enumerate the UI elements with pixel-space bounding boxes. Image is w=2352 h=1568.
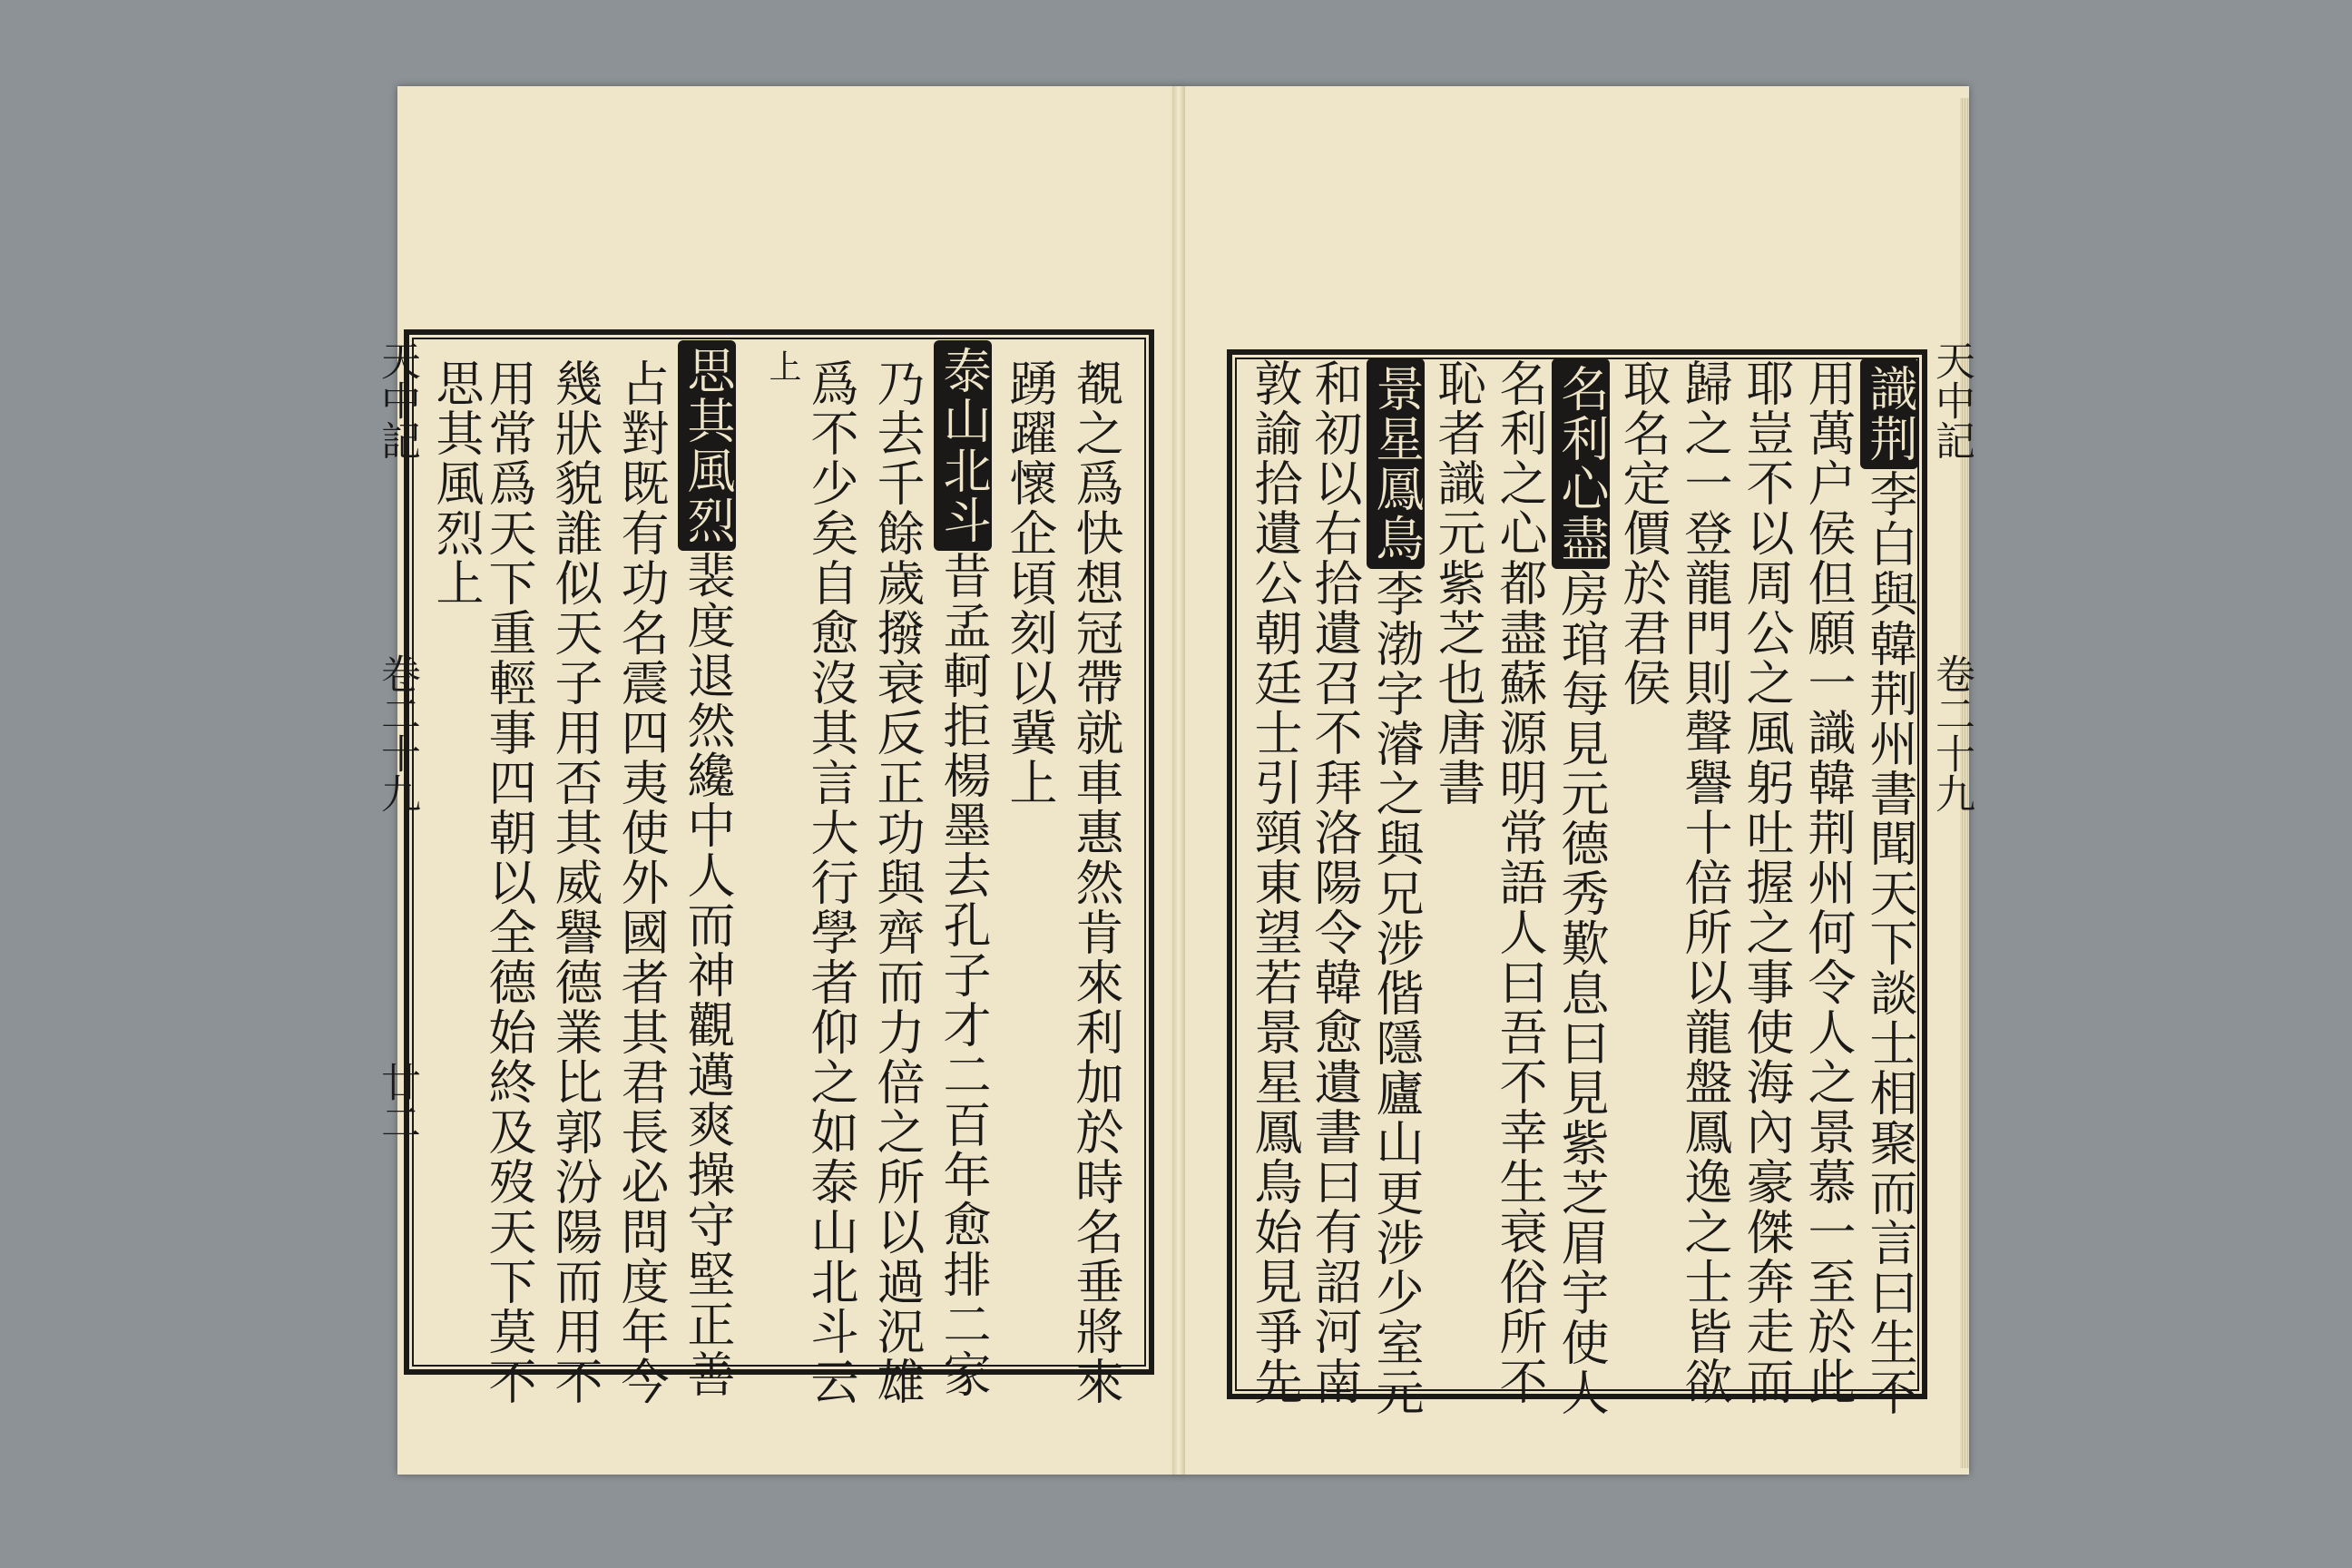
left-column-6-text: 上 bbox=[764, 349, 801, 384]
right-column-4 bbox=[1675, 358, 1733, 1406]
right-column-3 bbox=[1737, 358, 1795, 1406]
right-column-5 bbox=[1613, 358, 1671, 708]
book-gutter bbox=[1172, 86, 1185, 1475]
left-column-2-text: 踴躍懷企頃刻以冀上 bbox=[1002, 358, 1057, 808]
left-column-2 bbox=[1000, 358, 1058, 808]
left-column-4-text: 乃去千餘歲撥衰反正功與齊而力倍之所以過況雄 bbox=[869, 358, 925, 1406]
left-column-3-text: 昔孟軻拒楊墨去孔子才二百年愈排二家 bbox=[936, 551, 991, 1399]
right-margin-title: 天中記 bbox=[1928, 340, 1975, 460]
right-column-2 bbox=[1798, 358, 1857, 1406]
right-column-9-text: 李渤字濬之與兄涉偕隱廬山更涉少室元 bbox=[1368, 569, 1424, 1417]
left-column-3 bbox=[934, 340, 992, 1399]
left-column-10-text: 用常爲天下重輕事四朝以全德始終及歿天下莫不 bbox=[481, 358, 536, 1406]
left-column-5-text: 爲不少矣自愈沒其言大行學者仰之如泰山北斗云 bbox=[803, 358, 858, 1406]
right-column-9-heading: 景星鳳鳥 bbox=[1367, 358, 1425, 569]
left-column-11-text: 思其風烈上 bbox=[428, 358, 484, 608]
left-column-7-heading: 思其風烈 bbox=[678, 340, 736, 551]
right-column-1-heading: 識荆 bbox=[1860, 358, 1918, 469]
right-margin-volume: 卷二十九 bbox=[1928, 653, 1975, 813]
right-column-11 bbox=[1245, 358, 1303, 1406]
right-column-10-text: 和初以右拾遺召不拜洛陽令韓愈遺書曰有詔河南 bbox=[1307, 358, 1362, 1406]
right-column-7-text: 名利之心都盡蘇源明常語人曰吾不幸生衰俗所不 bbox=[1492, 358, 1547, 1406]
left-column-10 bbox=[479, 358, 537, 1406]
right-column-9 bbox=[1367, 358, 1425, 1417]
right-column-6 bbox=[1552, 358, 1610, 1417]
right-column-6-text: 房琯每見元德秀歎息曰見紫芝眉宇使人 bbox=[1553, 569, 1609, 1417]
left-margin-title: 天中記 bbox=[374, 340, 420, 460]
left-column-7-text: 裴度退然纔中人而神觀邁爽操守堅正善 bbox=[680, 551, 735, 1399]
left-column-5 bbox=[801, 358, 859, 1406]
right-column-8-text: 恥者識元紫芝也唐書 bbox=[1430, 358, 1485, 808]
right-column-11-text: 敦諭拾遺公朝廷士引頸東望若景星鳳鳥始見爭先 bbox=[1247, 358, 1302, 1406]
left-column-3-heading: 泰山北斗 bbox=[934, 340, 992, 551]
right-column-5-text: 取名定價於君侯 bbox=[1615, 358, 1671, 708]
left-column-4 bbox=[867, 358, 926, 1406]
right-column-2-text: 用萬户侯但願一識韓荆州何令人之景慕一至於此 bbox=[1800, 358, 1856, 1406]
right-column-8 bbox=[1428, 358, 1486, 808]
left-margin-leaf: 廿二 bbox=[374, 1062, 420, 1142]
left-column-9-text: 幾狀貌誰似天子用否其威譽德業比郭汾陽而用不 bbox=[547, 358, 603, 1406]
left-column-7 bbox=[678, 340, 736, 1399]
right-column-7 bbox=[1490, 358, 1548, 1406]
left-column-8 bbox=[612, 358, 670, 1406]
right-column-1 bbox=[1860, 358, 1918, 1417]
right-column-3-text: 耶豈不以周公之風躬吐握之事使海內豪傑奔走而 bbox=[1739, 358, 1794, 1406]
right-column-4-text: 歸之一登龍門則聲譽十倍所以龍盤鳳逸之士皆欲 bbox=[1677, 358, 1732, 1406]
left-column-8-text: 占對既有功名震四夷使外國者其君長必問度年今 bbox=[613, 358, 669, 1406]
left-column-1-text: 覩之爲快想冠帶就車惠然肯來利加於時名垂將來 bbox=[1068, 358, 1123, 1406]
right-column-10 bbox=[1305, 358, 1363, 1406]
left-column-9 bbox=[545, 358, 603, 1406]
right-column-1-text: 李白與韓荆州書聞天下談士相聚而言曰生不 bbox=[1862, 469, 1917, 1417]
left-column-11 bbox=[426, 358, 485, 608]
left-column-6 bbox=[753, 349, 811, 384]
left-margin-volume: 卷二十九 bbox=[374, 653, 420, 813]
left-column-1 bbox=[1066, 358, 1124, 1406]
right-column-6-heading: 名利心盡 bbox=[1552, 358, 1610, 569]
